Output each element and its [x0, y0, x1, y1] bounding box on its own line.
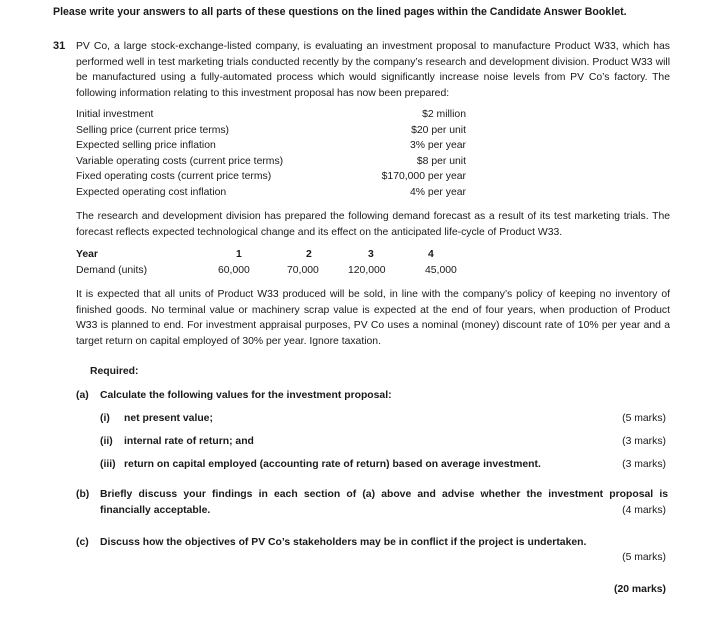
- demand-cell: 45,000: [425, 264, 457, 276]
- info-label: Expected operating cost inflation: [76, 186, 227, 198]
- question-number: 31: [53, 40, 66, 52]
- info-value: $2 million: [422, 109, 466, 120]
- demand-cell: 70,000: [287, 264, 319, 276]
- info-value: 4% per year: [409, 186, 466, 198]
- demand-cell: 60,000: [218, 264, 250, 276]
- info-value: $20 per unit: [411, 124, 466, 136]
- part-b-marks: (4 marks): [622, 505, 666, 516]
- info-value: $8 per unit: [416, 155, 466, 167]
- part-a-iii-text: return on capital employed (accounting rate of return) based on average investment.: [124, 459, 541, 470]
- part-a-iii-marks: (3 marks): [622, 459, 666, 470]
- info-label: Initial investment: [76, 109, 154, 120]
- total-marks: (20 marks): [614, 584, 666, 595]
- year-cell: 1: [236, 249, 242, 260]
- part-c-marks: (5 marks): [622, 552, 666, 563]
- intro-paragraph: PV Co, a large stock-exchange-listed company, is evaluating an investment proposal to manufacture Product W33, which has performed well in test marketing trials conducted recently by the company’s research and development division. Product W33 will be manufactured using a fully-automated process which would significantly increase noise levels from PV Co’s factory. The following information relating to this investment proposal has now been prepared:: [76, 41, 670, 99]
- investment-info-table: [76, 107, 466, 200]
- demand-values-row: [76, 263, 496, 279]
- part-a-text: Calculate the following values for the investment proposal:: [100, 390, 392, 401]
- year-cell: 3: [368, 249, 374, 260]
- demand-table: [76, 247, 496, 278]
- part-a-i-text: net present value;: [124, 413, 213, 424]
- demand-forecast-paragraph: The research and development division has prepared the following demand forecast as a result of its test marketing trials. The forecast reflects expected technological change and its effect on the anticipated life-cycle of Product W33.: [76, 211, 670, 238]
- part-b-text: Briefly discuss your findings in each section of (a) above and advise whether the investment proposal is financially acceptable.: [100, 489, 668, 516]
- demand-header-row: [76, 247, 496, 263]
- year-cell: 4: [428, 249, 434, 260]
- demand-row-label: Demand (units): [76, 264, 148, 276]
- part-a-label: (a): [76, 390, 89, 401]
- part-b-label: (b): [76, 489, 90, 500]
- info-row: [76, 107, 466, 123]
- part-c-label: (c): [76, 537, 89, 548]
- info-value: $170,000 per year: [381, 171, 466, 182]
- info-label: Fixed operating costs (current price terms): [76, 171, 272, 182]
- info-row: [76, 123, 466, 139]
- part-a-ii-label: (ii): [100, 436, 113, 447]
- info-row: [76, 185, 466, 201]
- info-label: Expected selling price inflation: [76, 140, 216, 151]
- year-header: Year: [76, 249, 98, 260]
- instruction-text: Please write your answers to all parts of these questions on the lined pages within the Candidate Answer Booklet.: [53, 6, 627, 18]
- info-row: [76, 138, 466, 154]
- year-cell: 2: [306, 249, 312, 260]
- info-label: Variable operating costs (current price terms): [76, 155, 284, 167]
- part-a-i-label: (i): [100, 413, 110, 424]
- info-label: Selling price (current price terms): [76, 124, 230, 136]
- part-a-ii-marks: (3 marks): [622, 436, 666, 447]
- info-value: 3% per year: [409, 140, 466, 151]
- assumptions-paragraph: It is expected that all units of Product W33 produced will be sold, in line with the company’s policy of keeping no inventory of finished goods. No terminal value or machinery scrap value is expected at the end of four years, when production of Product W33 is planned to end. For investment appraisal purposes, PV Co uses a nominal (money) discount rate of 10% per year and a target return on capital employed of 30% per year. Ignore taxation.: [76, 289, 670, 347]
- part-a-iii-label: (iii): [100, 459, 116, 470]
- part-a-ii-text: internal rate of return; and: [124, 436, 254, 447]
- info-row: [76, 154, 466, 170]
- demand-cell: 120,000: [348, 264, 386, 276]
- part-c-text: Discuss how the objectives of PV Co’s stakeholders may be in conflict if the project is undertaken.: [100, 537, 587, 548]
- required-heading: Required:: [90, 366, 139, 377]
- info-row: [76, 169, 466, 185]
- part-a-i-marks: (5 marks): [622, 413, 666, 424]
